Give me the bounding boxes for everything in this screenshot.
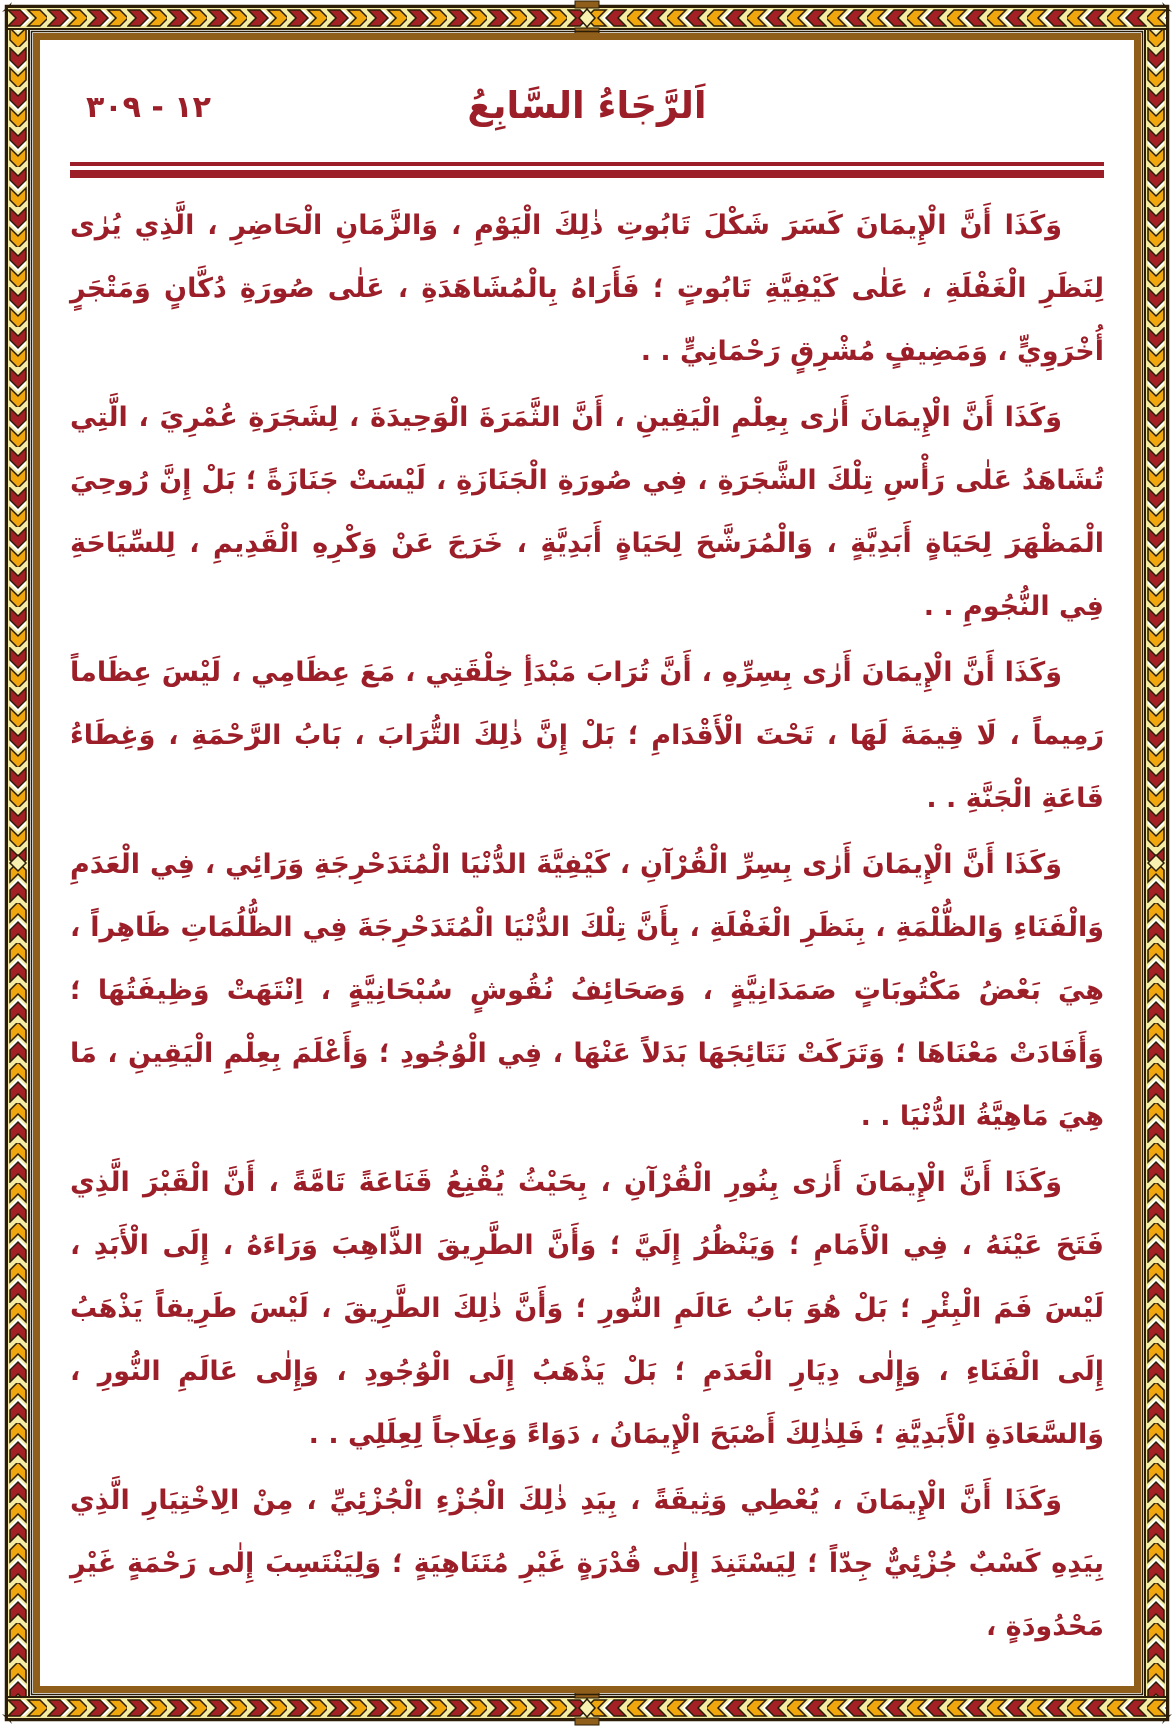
paragraph: وَكَذَا أَنَّ الْإِيمَانَ أَرٰى بِعِلْمِ الْيَقِينِ ، أَنَّ الثَّمَرَةَ الْوَحِيدَةَ ، لِشَجَرَةِ عُمْرِيَ ، الَّتِي تُشَاهَدُ عَلٰى رَأْسِ تِلْكَ الشَّجَرَةِ ، فِي صُورَةِ الْجَنَازَةِ ، لَيْسَتْ جَنَازَةً ؛ بَلْ إِنَّ رُوحِيَ الْمَظْهَرَ لِحَيَاةٍ أَبَدِيَّةٍ ، وَالْمُرَشَّحَ لِحَيَاةٍ أَبَدِيَّةٍ ، خَرَجَ عَنْ وَكْرِهِ الْقَدِيمِ ، لِلسِّيَاحَةِ فِي النُّجُومِ . . xyxy=(70,402,1104,622)
paragraph: وَكَذَا أَنَّ الْإِيمَانَ أَرٰى بِسِرِّهِ ، أَنَّ تُرَابَ مَبْدَأِ خِلْقَتِي ، مَعَ عِظَامِي ، لَيْسَ عِظَاماً رَمِيماً ، لَا قِيمَةَ لَهَا ، تَحْتَ الْأَقْدَامِ ؛ بَلْ إِنَّ ذٰلِكَ التُّرَابَ ، بَابُ الرَّحْمَةِ ، وَغِطَاءُ قَاعَةِ الْجَنَّةِ . . xyxy=(70,657,1104,814)
paragraph: وَكَذَا أَنَّ الْإِيمَانَ ، يُعْطِي وَثِيقَةً ، بِيَدِ ذٰلِكَ الْجُزْءِ الْجُزْئِيِّ ، مِنْ الِاخْتِيَارِ الَّذِي بِيَدِهِ كَسْبٌ جُزْئِيٌّ جِدّاً ؛ لِيَسْتَنِدَ إِلٰى قُدْرَةٍ غَيْرِ مُتَنَاهِيَةٍ ؛ وَلِيَنْتَسِبَ إِلٰى رَحْمَةٍ غَيْرِ مَحْدُودَةٍ ، xyxy=(70,1485,1104,1642)
paragraph: وَكَذَا أَنَّ الْإِيمَانَ أَرٰى بِنُورِ الْقُرْآنِ ، بِحَيْثُ يُقْنِعُ قَنَاعَةً تَامَّةً ، أَنَّ الْقَبْرَ الَّذِي فَتَحَ عَيْنَهُ ، فِي الْأَمَامِ ؛ وَيَنْظُرُ إِلَيَّ ؛ وَأَنَّ الطَّرِيقَ الذَّاهِبَ وَرَاءَهُ ، إِلَى الْأَبَدِ ، لَيْسَ فَمَ الْبِئْرِ ؛ بَلْ هُوَ بَابُ عَالَمِ النُّورِ ؛ وَأَنَّ ذٰلِكَ الطَّرِيقَ ، لَيْسَ طَرِيقاً يَذْهَبُ إِلَى الْفَنَاءِ ، وَإِلٰى دِيَارِ الْعَدَمِ ؛ بَلْ يَذْهَبُ إِلَى الْوُجُودِ ، وَإِلٰى عَالَمِ النُّورِ ، وَالسَّعَادَةِ الْأَبَدِيَّةِ ؛ فَلِذٰلِكَ أَصْبَحَ الْإِيمَانُ ، دَوَاءً وَعِلَاجاً لِعِلَلِي . . xyxy=(70,1167,1104,1450)
page-title: اَلرَّجَاءُ السَّابِعُ xyxy=(467,84,707,127)
paragraph: وَكَذَا أَنَّ الْإِيمَانَ أَرٰى بِسِرِّ الْقُرْآنِ ، كَيْفِيَّةَ الدُّنْيَا الْمُتَدَحْرِجَةِ وَرَائِي ، فِي الْعَدَمِ وَالْفَنَاءِ وَالظُّلْمَةِ ، بِنَظَرِ الْغَفْلَةِ ، بِأَنَّ تِلْكَ الدُّنْيَا الْمُتَدَحْرِجَةَ فِي الظُّلُمَاتِ ظَاهِراً ، هِيَ بَعْضُ مَكْتُوبَاتٍ صَمَدَانِيَّةٍ ، وَصَحَائِفُ نُقُوشٍ سُبْحَانِيَّةٍ ، اِنْتَهَتْ وَظِيفَتُهَا ؛ وَأَفَادَتْ مَعْنَاهَا ؛ وَتَرَكَتْ نَتَائِجَهَا بَدَلاً عَنْهَا ، فِي الْوُجُودِ ؛ وَأَعْلَمَ بِعِلْمِ الْيَقِينِ ، مَا هِيَ مَاهِيَّةُ الدُّنْيَا . . xyxy=(70,849,1104,1132)
border-chain-top xyxy=(7,1,1167,35)
page-content xyxy=(40,40,1134,1686)
body-text xyxy=(70,194,1104,1658)
paragraph: وَكَذَا أَنَّ الْإِيمَانَ كَسَرَ شَكْلَ تَابُوتِ ذٰلِكَ الْيَوْمِ ، وَالزَّمَانِ الْحَاضِرِ ، الَّذِي يُرٰى لِنَظَرِ الْغَفْلَةِ ، عَلٰى كَيْفِيَّةِ تَابُوتٍ ؛ فَأَرَاهُ بِالْمُشَاهَدَةِ ، عَلٰى صُورَةِ دُكَّانٍ وَمَتْجَرٍ أُخْرَوِيٍّ ، وَمَضِيفٍ مُشْرِقٍ رَحْمَانِيٍّ . . xyxy=(70,210,1104,367)
border-chain-bottom xyxy=(7,1691,1167,1725)
page-header xyxy=(70,70,1104,150)
border-chain-right xyxy=(1145,7,1167,1719)
page-number: ١٢ - ٣٠٩ xyxy=(86,90,211,125)
border-chain-left xyxy=(7,7,29,1719)
header-rule xyxy=(70,162,1104,178)
header-rule-thick-line xyxy=(70,170,1104,178)
